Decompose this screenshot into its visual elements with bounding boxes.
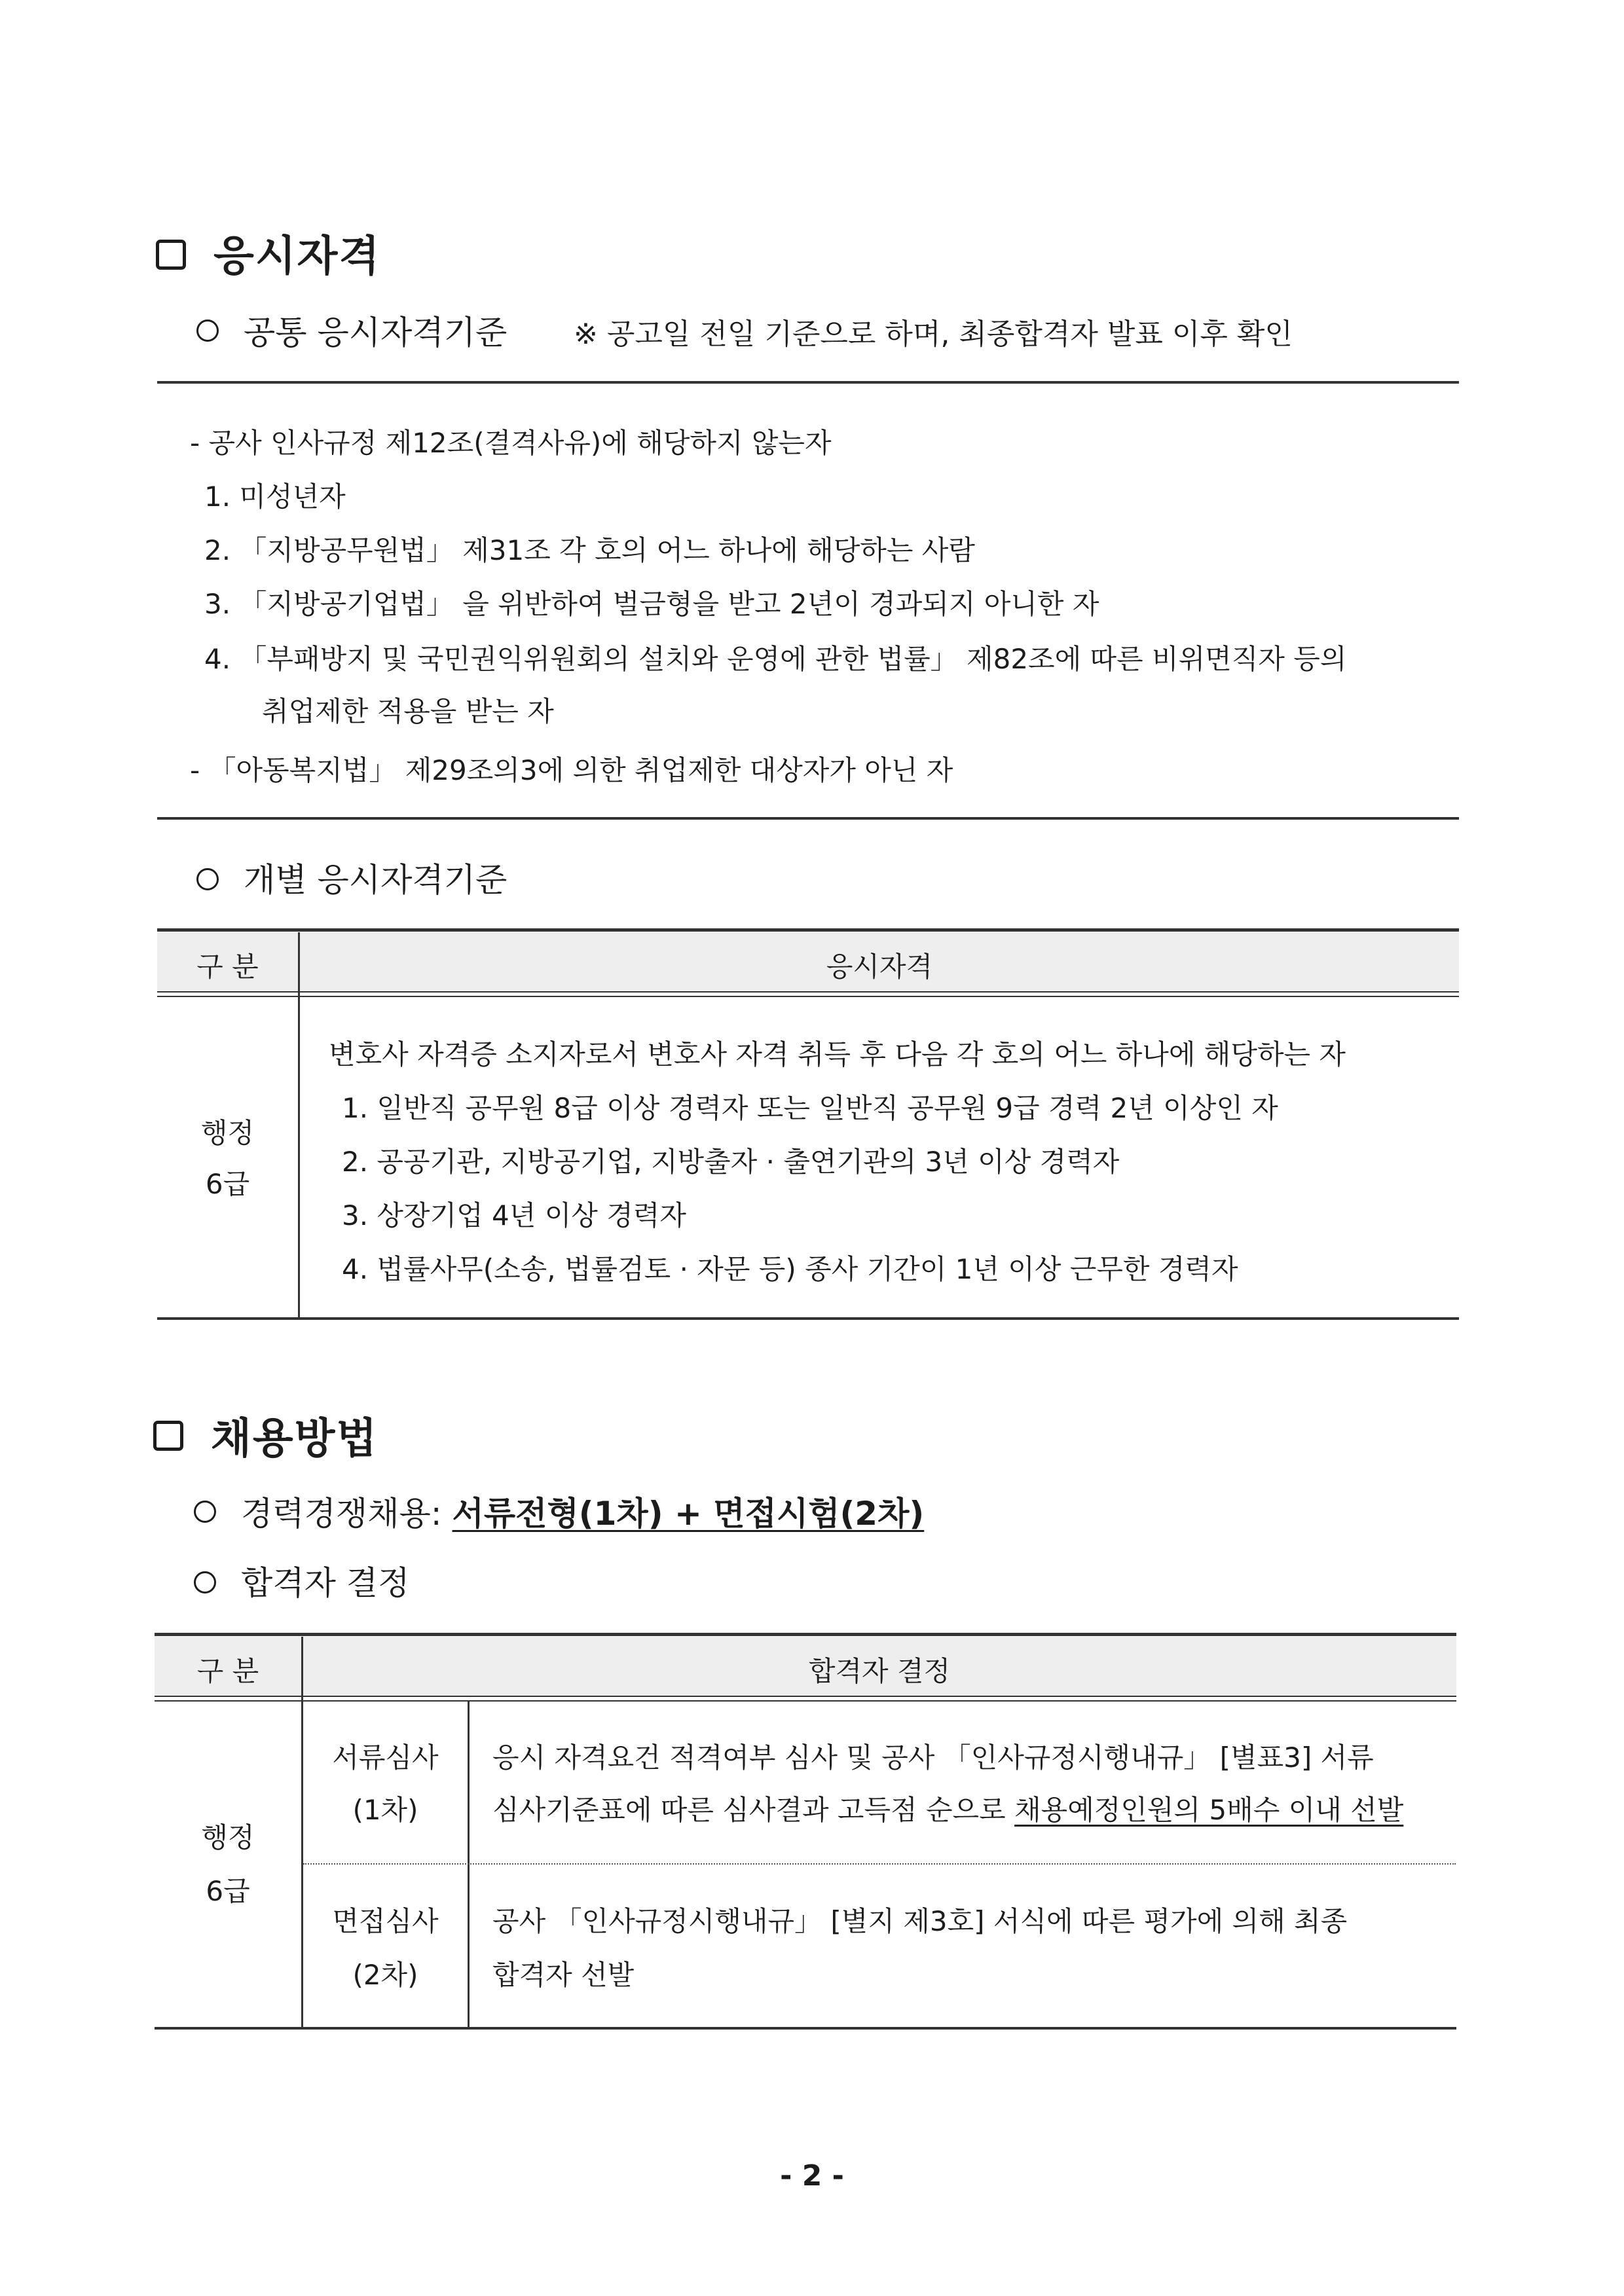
qualification-line: 2. 공공기관, 지방공기업, 지방출자 · 출연기관의 3년 이상 경력자 [342, 1146, 1120, 1178]
checkbox-square-icon [156, 240, 186, 270]
table-header-border [155, 1696, 1456, 1697]
circle-bullet-icon [194, 1501, 216, 1523]
table-header-category: 구 분 [196, 1655, 259, 1687]
table-header-border [157, 991, 1459, 993]
stage-description-text: 합격자 선발 [492, 1959, 635, 1991]
divider-top [157, 381, 1459, 384]
decision-heading: 합격자 결정 [241, 1564, 410, 1602]
table-row-divider [303, 1863, 1456, 1865]
criteria-line: 취업제한 적용을 받는 자 [262, 695, 554, 727]
section-title-qualification: 응시자격 [213, 232, 381, 281]
stage-round: (2차) [352, 1959, 418, 1991]
recruitment-method [241, 1487, 924, 1535]
qualification-line: 4. 법률사무(소송, 법률검토 · 자문 등) 종사 기간이 1년 이상 근무한 경력자 [342, 1253, 1238, 1285]
stage-description-line2 [492, 1789, 1403, 1828]
stage-round: (1차) [352, 1794, 418, 1826]
table-column-divider [298, 932, 300, 1319]
qualification-line: 변호사 자격증 소지자로서 변호사 자격 취득 후 다음 각 호의 어느 하나에 해당하는 자 [329, 1038, 1346, 1070]
stage-description-line2 [492, 1954, 634, 1993]
divider-bottom [157, 817, 1459, 820]
table-column-divider [468, 1702, 470, 2028]
table-header-category: 구 분 [196, 951, 259, 983]
individual-criteria-heading: 개별 응시자격기준 [244, 861, 507, 899]
circle-bullet-icon [196, 868, 219, 890]
table-header-decision: 합격자 결정 [808, 1655, 951, 1687]
qualification-line: 1. 일반직 공무원 8급 이상 경력자 또는 일반직 공무원 9급 경력 2년 이상인 자 [342, 1092, 1278, 1124]
table-header-border [157, 996, 1459, 997]
stage-name: 면접심사 [332, 1905, 439, 1937]
common-criteria-note: ※ 공고일 전일 기준으로 하며, 최종합격자 발표 이후 확인 [574, 318, 1293, 351]
stage-description-line1: 응시 자격요건 적격여부 심사 및 공사 「인사규정시행내규」 [별표3] 서류 [492, 1741, 1374, 1774]
checkbox-square-icon [153, 1421, 183, 1451]
table-top-border [157, 928, 1459, 932]
table-header-border [155, 1700, 1456, 1702]
table-bottom-border [157, 1317, 1459, 1320]
row-label-line1: 행정 [200, 1117, 255, 1149]
table-top-border [155, 1633, 1456, 1636]
stage-name: 서류심사 [332, 1741, 439, 1774]
page-number: - 2 - [780, 2159, 844, 2193]
common-criteria-heading: 공통 응시자격기준 [244, 314, 507, 352]
criteria-line: - 「아동복지법」 제29조의3에 의한 취업제한 대상자가 아닌 자 [190, 754, 953, 786]
criteria-line: 1. 미성년자 [204, 481, 346, 513]
row-label-line1: 행정 [201, 1821, 255, 1853]
stage-description-text: 심사기준표에 따른 심사결과 고득점 순으로 [492, 1794, 1015, 1826]
row-label-line2: 6급 [205, 1168, 250, 1200]
circle-bullet-icon [196, 319, 219, 342]
criteria-line: 4. 「부패방지 및 국민권익위원회의 설치와 운영에 관한 법률」 제82조에 따른 비위면직자 등의 [204, 643, 1347, 675]
qualification-line: 3. 상장기업 4년 이상 경력자 [342, 1199, 686, 1231]
table-bottom-border [155, 2027, 1456, 2030]
table-header-qualification: 응시자격 [826, 951, 933, 983]
circle-bullet-icon [194, 1571, 216, 1594]
criteria-line: 2. 「지방공무원법」 제31조 각 호의 어느 하나에 해당하는 사람 [204, 534, 975, 566]
stage-description-emphasis: 채용예정인원의 5배수 이내 선발 [1014, 1794, 1404, 1826]
stage-description-line1: 공사 「인사규정시행내규」 [별지 제3호] 서식에 따른 평가에 의해 최종 [492, 1905, 1348, 1937]
recruitment-method-label: 경력경쟁채용: [241, 1495, 452, 1533]
section-title-recruitment: 채용방법 [211, 1415, 378, 1463]
row-label-line2: 6급 [206, 1875, 250, 1907]
criteria-line: - 공사 인사규정 제12조(결격사유)에 해당하지 않는자 [190, 427, 832, 459]
recruitment-method-value: 서류전형(1차) + 면접시험(2차) [452, 1495, 925, 1533]
criteria-line: 3. 「지방공기업법」 을 위반하여 벌금형을 받고 2년이 경과되지 아니한 자 [204, 588, 1099, 620]
